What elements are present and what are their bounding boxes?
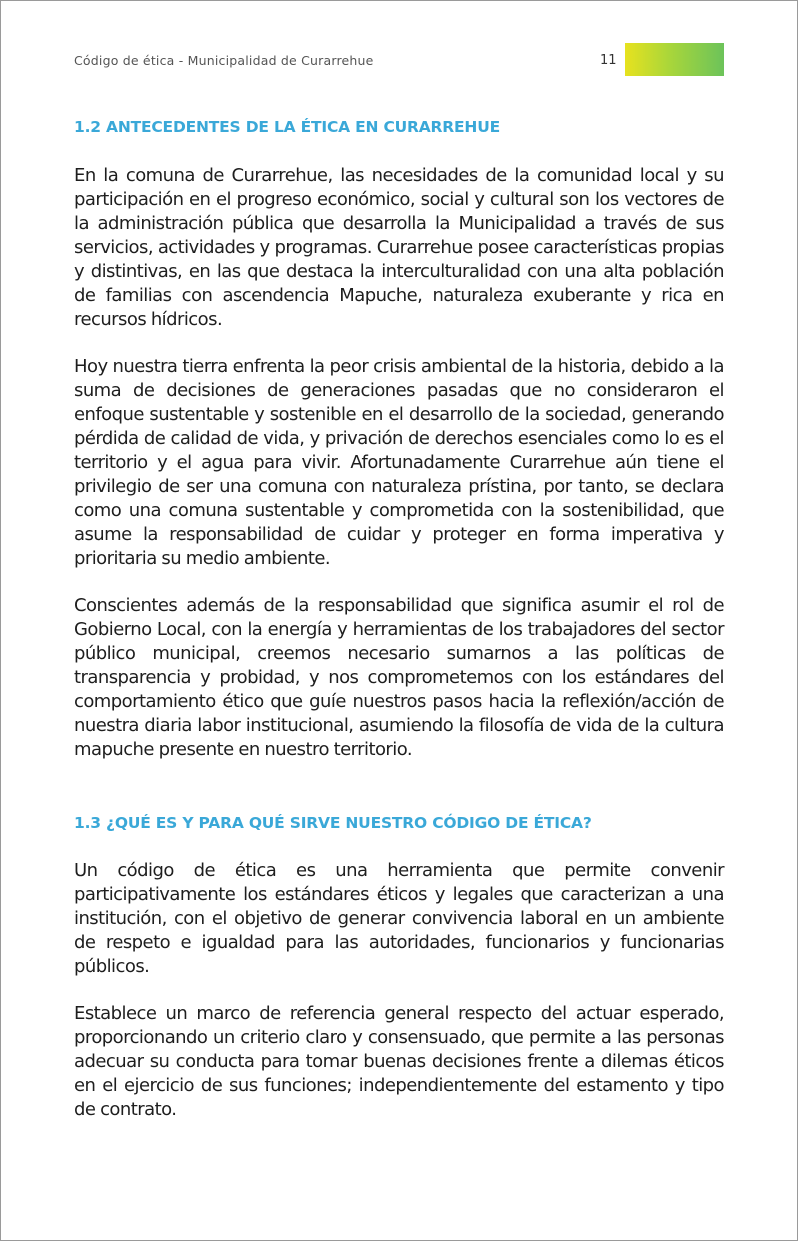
section-heading-codigo-etica: 1.3 ¿QUÉ ES Y PARA QUÉ SIRVE NUESTRO CÓDIGO DE ÉTICA? bbox=[74, 814, 592, 832]
paragraph: Un código de ética es una herramienta que permite convenir participativamente los estándares éticos y legales que caracterizan a una institución, con el objetivo de generar convivencia laboral en un ambiente de respeto e igualdad para las autoridades, funcionarios y funcionarias públicos. bbox=[74, 860, 724, 977]
paragraph: Conscientes además de la responsabilidad que significa asumir el rol de Gobierno Local, con la energía y herramientas de los trabajadores del sector público municipal, creemos necesario sumarnos a las políticas de transparencia y probidad, y nos comprometemos con los estándares del comportamiento ético que guíe nuestros pasos hacia la reflexión/acción de nuestra diaria labor institucional, asumiendo la filosofía de vida de la cultura mapuche presente en nuestro territorio. bbox=[74, 595, 724, 760]
paragraph: Hoy nuestra tierra enfrenta la peor crisis ambiental de la historia, debido a la suma de decisiones de generaciones pasadas que no consideraron el enfoque sustentable y sostenible en el desarrollo de la sociedad, generando pérdida de calidad de vida, y privación de derechos esenciales como lo es el territorio y el agua para vivir. Afortunadamente Curarrehue aún tiene el privilegio de ser una comuna con naturaleza prístina, por tanto, se declara como una comuna sustentable y comprometida con la sostenibilidad, que asume la responsabilidad de cuidar y proteger en forma imperativa y prioritaria su medio ambiente. bbox=[74, 356, 724, 569]
paragraph: En la comuna de Curarrehue, las necesidades de la comunidad local y su participación en el progreso económico, social y cultural son los vectores de la administración pública que desarrolla la Municipalidad a través de sus servicios, actividades y programas. Curarrehue posee características propias y distintivas, en las que destaca la interculturalidad con una alta población de familias con ascendencia Mapuche, naturaleza exuberante y rica en recursos hídricos. bbox=[74, 165, 724, 330]
running-header-title: Código de ética - Municipalidad de Curarrehue bbox=[74, 53, 374, 68]
page-content bbox=[74, 118, 724, 1122]
header-accent-bar bbox=[625, 43, 724, 76]
paragraph: Establece un marco de referencia general respecto del actuar esperado, proporcionando un criterio claro y consensuado, que permite a las personas adecuar su conducta para tomar buenas decisiones frente a dilemas éticos en el ejercicio de sus funciones; independientemente del estamento y tipo de contrato. bbox=[74, 1003, 724, 1120]
page-number: 11 bbox=[600, 53, 617, 68]
section-heading-antecedentes: 1.2 ANTECEDENTES DE LA ÉTICA EN CURARREHUE bbox=[74, 118, 500, 136]
